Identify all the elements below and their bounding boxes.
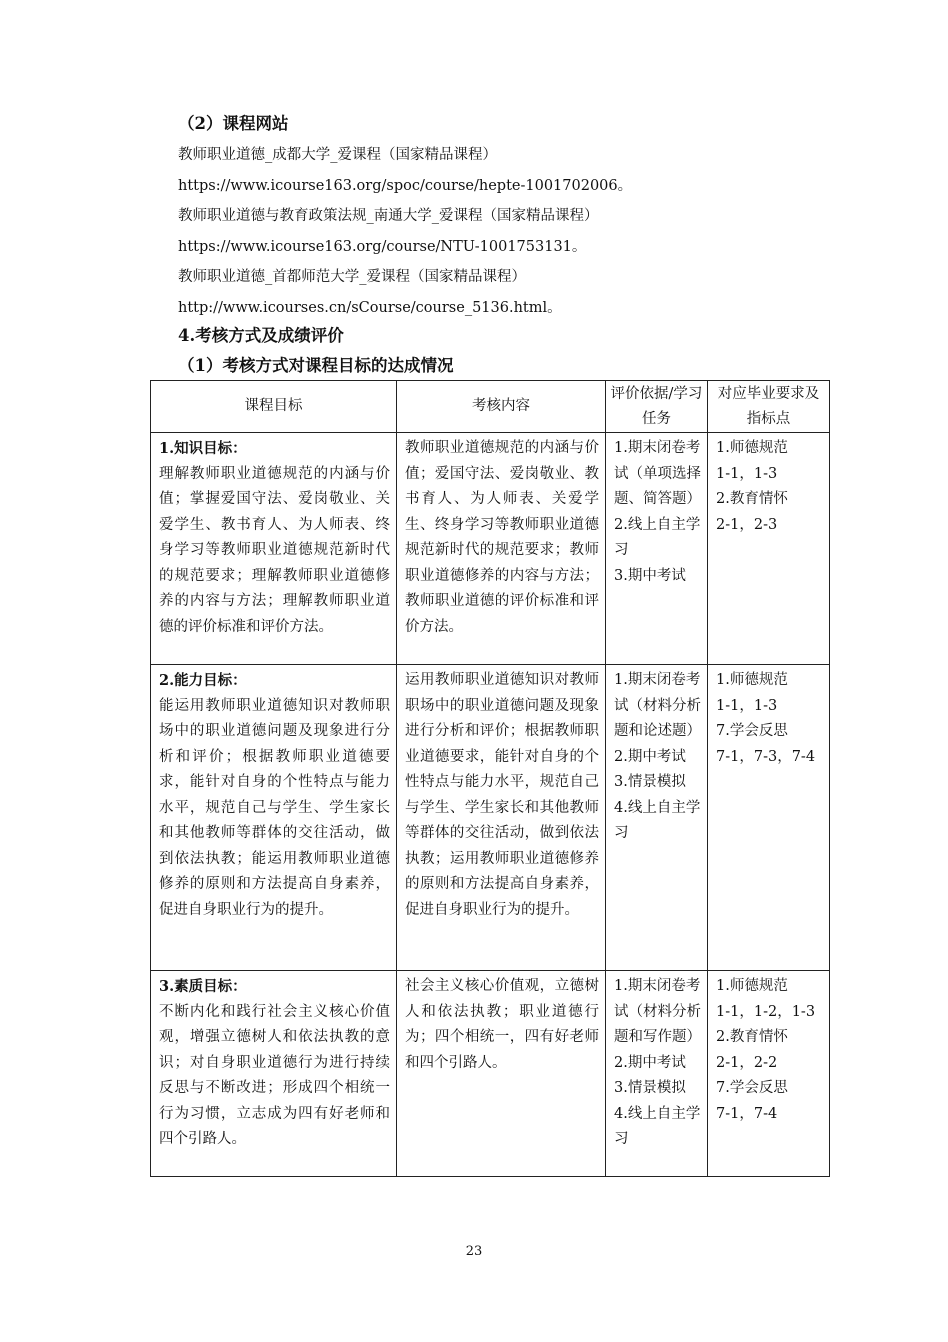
requirement-item: 1.师德规范	[716, 440, 788, 456]
goal-text: 理解教师职业道德规范的内涵与价值；掌握爱国守法、爱岗敬业、关爱学生、教书育人、为人师表、终身学习等教师职业道德规范新时代的规范要求；理解教师职业道德修养的内容与方法；理解教师职业道德的评价标准和评价方法。	[159, 465, 390, 635]
requirements-cell	[708, 665, 830, 971]
website-name-2: 教师职业道德与教育政策法规_南通大学_爱课程（国家精品课程）	[178, 208, 599, 224]
requirement-item: 7.学会反思	[716, 723, 788, 739]
header-goal: 课程目标	[151, 381, 397, 433]
requirement-item: 2.教育情怀	[716, 491, 788, 507]
goal-text: 能运用教师职业道德知识对教师职场中的职业道德问题及现象进行分析和评价；根据教师职业道德要求，能针对自身的个性特点与能力水平，规范自己与学生、学生家长和其他教师等群体的交往活动，做到依法执教；能运用教师职业道德修养的原则和方法提高自身素养，促进自身职业行为的提升。	[159, 697, 390, 918]
requirement-item: 1-1，1-2，1-3	[716, 1003, 816, 1020]
website-heading: （2）课程网站	[178, 114, 289, 133]
header-basis: 评价依据/学习任务	[606, 381, 708, 433]
basis-item: 4.线上自主学习	[614, 1105, 701, 1147]
assessment-table	[150, 380, 830, 1177]
header-requirements: 对应毕业要求及指标点	[708, 381, 830, 433]
subsection-heading: （1）考核方式对课程目标的达成情况	[178, 356, 454, 375]
website-url-2[interactable]: https://www.icourse163.org/course/NTU-1001753131。	[178, 239, 587, 255]
goal-cell	[151, 433, 397, 665]
requirement-item: 2.教育情怀	[716, 1029, 788, 1045]
table-header-row	[151, 381, 830, 433]
table-row	[151, 971, 830, 1177]
content-cell: 教师职业道德规范的内涵与价值；爱国守法、爱岗敬业、教书育人、为人师表、关爱学生、终身学习等教师职业道德规范新时代的规范要求；教师职业道德修养的内容与方法；教师职业道德的评价标准和评价方法。	[397, 433, 606, 665]
basis-item: 2.期中考试	[614, 748, 686, 765]
table-row	[151, 665, 830, 971]
basis-cell	[606, 665, 708, 971]
website-name-3: 教师职业道德_首都师范大学_爱课程（国家精品课程）	[178, 269, 526, 285]
website-url-3[interactable]: http://www.icourses.cn/sCourse/course_5136.html。	[178, 300, 562, 316]
goal-title: 3.素质目标：	[159, 978, 247, 995]
requirement-item: 1-1，1-3	[716, 697, 778, 714]
requirement-item: 2-1，2-3	[716, 516, 778, 533]
requirement-item: 7.学会反思	[716, 1080, 788, 1096]
basis-item: 1.期末闭卷考试（单项选择题、简答题）	[614, 440, 701, 507]
goal-title: 2.能力目标：	[159, 672, 247, 689]
table-row	[151, 433, 830, 665]
header-content: 考核内容	[397, 381, 606, 433]
content-cell: 社会主义核心价值观，立德树人和依法执教；职业道德行为；四个相统一，四有好老师和四个引路人。	[397, 971, 606, 1177]
goal-cell	[151, 971, 397, 1177]
website-name-1: 教师职业道德_成都大学_爱课程（国家精品课程）	[178, 147, 497, 163]
goal-cell	[151, 665, 397, 971]
basis-item: 2.期中考试	[614, 1054, 686, 1071]
basis-item: 3.情景模拟	[614, 774, 686, 790]
requirements-cell	[708, 433, 830, 665]
goal-title: 1.知识目标：	[159, 440, 247, 457]
requirement-item: 1.师德规范	[716, 672, 788, 688]
requirements-cell	[708, 971, 830, 1177]
requirement-item: 2-1，2-2	[716, 1054, 778, 1071]
basis-item: 2.线上自主学习	[614, 516, 701, 558]
requirement-item: 1-1，1-3	[716, 465, 778, 482]
basis-cell	[606, 433, 708, 665]
content-cell: 运用教师职业道德知识对教师职场中的职业道德问题及现象进行分析和评价；根据教师职业道德要求，能针对自身的个性特点与能力水平，规范自己与学生、学生家长和其他教师等群体的交往活动，做到依法执教；运用教师职业道德修养的原则和方法提高自身素养，促进自身职业行为的提升。	[397, 665, 606, 971]
basis-item: 4.线上自主学习	[614, 799, 701, 841]
page-number: 23	[465, 1244, 483, 1259]
basis-item: 1.期末闭卷考试（材料分析题和论述题）	[614, 672, 701, 739]
basis-cell	[606, 971, 708, 1177]
section-heading: 4.考核方式及成绩评价	[178, 326, 344, 345]
basis-item: 3.期中考试	[614, 567, 686, 584]
requirement-item: 7-1，7-3，7-4	[716, 748, 816, 765]
basis-item: 1.期末闭卷考试（材料分析题和写作题）	[614, 978, 701, 1045]
goal-text: 不断内化和践行社会主义核心价值观，增强立德树人和依法执教的意识；对自身职业道德行为进行持续反思与不断改进；形成四个相统一行为习惯，立志成为四有好老师和四个引路人。	[159, 1003, 390, 1147]
requirement-item: 7-1，7-4	[716, 1105, 778, 1122]
website-url-1[interactable]: https://www.icourse163.org/spoc/course/hepte-1001702006。	[178, 178, 633, 194]
basis-item: 3.情景模拟	[614, 1080, 686, 1096]
requirement-item: 1.师德规范	[716, 978, 788, 994]
